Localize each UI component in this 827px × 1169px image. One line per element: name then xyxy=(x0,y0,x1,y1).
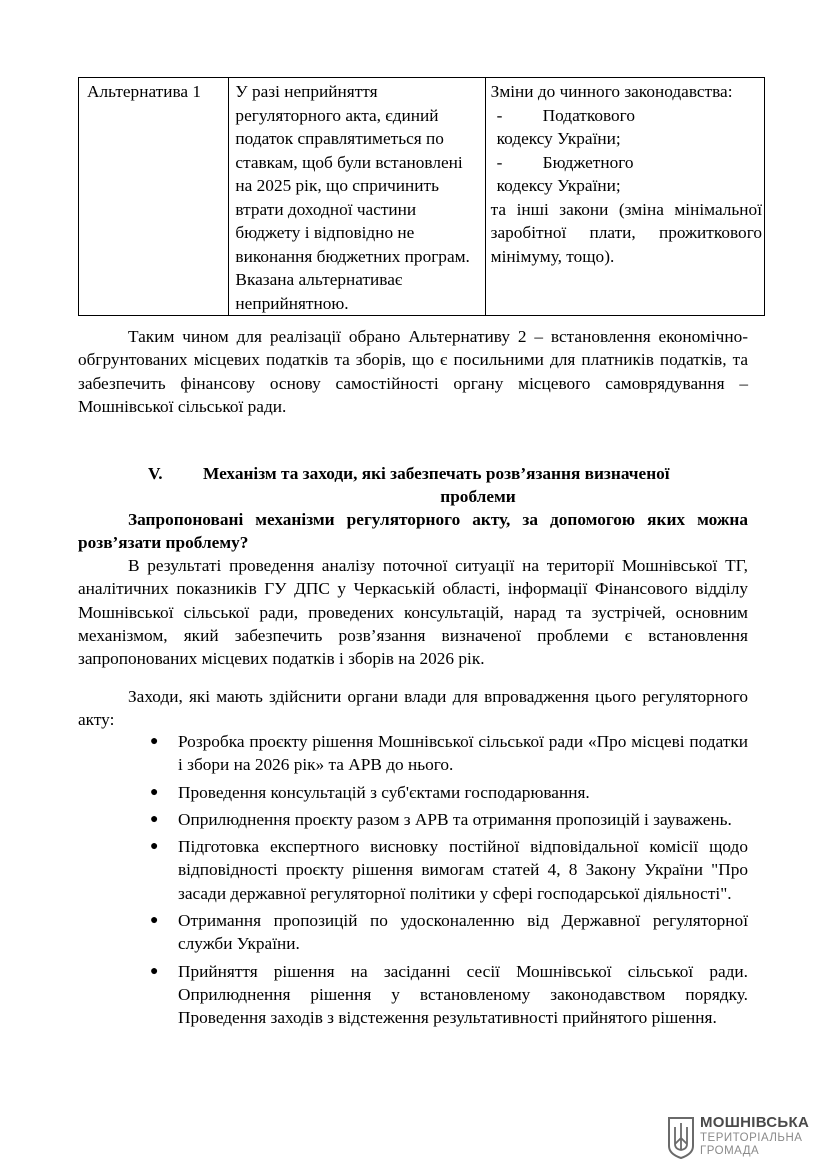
list-item: - Бюджетного xyxy=(496,152,634,172)
bullet-icon: ● xyxy=(150,734,159,749)
community-logo xyxy=(666,1112,816,1164)
mechanism-question: Запропоновані механізми регуляторного акту, за допомогою яких можна розв’язати проблему? xyxy=(78,510,748,552)
bullet-icon: ● xyxy=(150,839,159,855)
list-item: ● Підготовка експертного висновку постійної відповідальної комісії щодо відповідності проєкту рішення вимогам статей 4, 8 Закону України "Про засади державної регуляторної політики у сфері господарської діяльності". xyxy=(150,837,748,903)
logo-title: МОШНІВСЬКА xyxy=(700,1114,810,1131)
section-number: V. xyxy=(148,464,163,483)
list-item: ● Отримання пропозицій по удосконаленню від Державної регуляторної служби України. xyxy=(150,911,748,954)
bullet-icon: ● xyxy=(150,784,159,800)
section-title-line1: Механізм та заходи, які забезпечать розв’язання визначеної xyxy=(203,464,670,483)
alternatives-table xyxy=(78,77,765,316)
list-item: ● Проведення консультацій з суб'єктами господарювання. xyxy=(150,781,748,804)
list-item: - Податкового xyxy=(496,105,635,125)
bullet-icon: ● xyxy=(150,811,159,827)
changes-outro: та інші закони (зміна мінімальної заробітної плати, прожиткового мінімуму, тощо). xyxy=(490,199,762,266)
section-heading xyxy=(78,462,748,508)
list-item: ● Розробка проєкту рішення Мошнівської сільської ради «Про місцеві податки і збори на 2026 рік» та АРВ до нього. xyxy=(150,732,748,775)
alternative-changes-cell xyxy=(485,78,764,316)
list-item: ● Оприлюднення проєкту разом з АРВ та отримання пропозицій і зауважень. xyxy=(150,808,748,831)
list-item: ● Прийняття рішення на засіданні сесії Мошнівської сільської ради. Оприлюднення рішення у встановленому законодавством порядку. Проведення заходів з відстеження результативності прийнятого рішення. xyxy=(150,961,748,1028)
logo-subtitle-1: ТЕРИТОРІАЛЬНА xyxy=(700,1132,803,1144)
section-title-line2: проблеми xyxy=(440,487,516,506)
bullet-icon: ● xyxy=(150,963,159,979)
alternative-verdict: Вказана альтернативає неприйнятною. xyxy=(235,270,403,313)
list-item-continuation: кодексу України; xyxy=(496,129,621,148)
measures-list xyxy=(150,730,748,1034)
list-item-continuation: кодексу України; xyxy=(496,176,621,195)
table-row xyxy=(79,78,765,316)
conclusion-paragraph: Таким чином для реалізації обрано Альтернативу 2 – встановлення економічно- обгрунтованих місцевих податків та зборів, що є посильними для платників податків, та забезпечить фінансову основу самостійності органу місцевого самоврядування – Мошнівської сільської ради. xyxy=(78,327,748,416)
alternative-name-cell xyxy=(79,78,229,316)
bullet-icon: ● xyxy=(150,913,159,929)
changes-intro: Зміни до чинного законодавства: xyxy=(490,82,733,101)
measures-intro: Заходи, які мають здійснити органи влади для впровадження цього регуляторного акту: xyxy=(78,687,748,730)
logo-subtitle-2: ГРОМАДА xyxy=(700,1145,760,1157)
alternative-description-cell xyxy=(229,78,485,316)
trident-icon xyxy=(666,1114,696,1160)
analysis-paragraph: В результаті проведення аналізу поточної ситуації на території Мошнівської ТГ, аналітичних показників ГУ ДПС у Черкаській області, інформації Фінансового відділу Мошнівської сільської ради, проведених консультацій, нарад та зустрічей, основним механізмом, який забезпечить розв’язання визначеної проблеми є встановлення запропонованих місцевих податків і зборів на 2026 рік. xyxy=(78,556,748,669)
alternative-name: Альтернатива 1 xyxy=(87,82,202,101)
alternative-description: У разі неприйняття регуляторного акта, єдиний податок справлятиметься по ставкам, щоб були встановлені на 2025 рік, що спричинить втрати доходної частини бюджету і відповідно не виконання бюджетних програм. xyxy=(235,82,470,266)
